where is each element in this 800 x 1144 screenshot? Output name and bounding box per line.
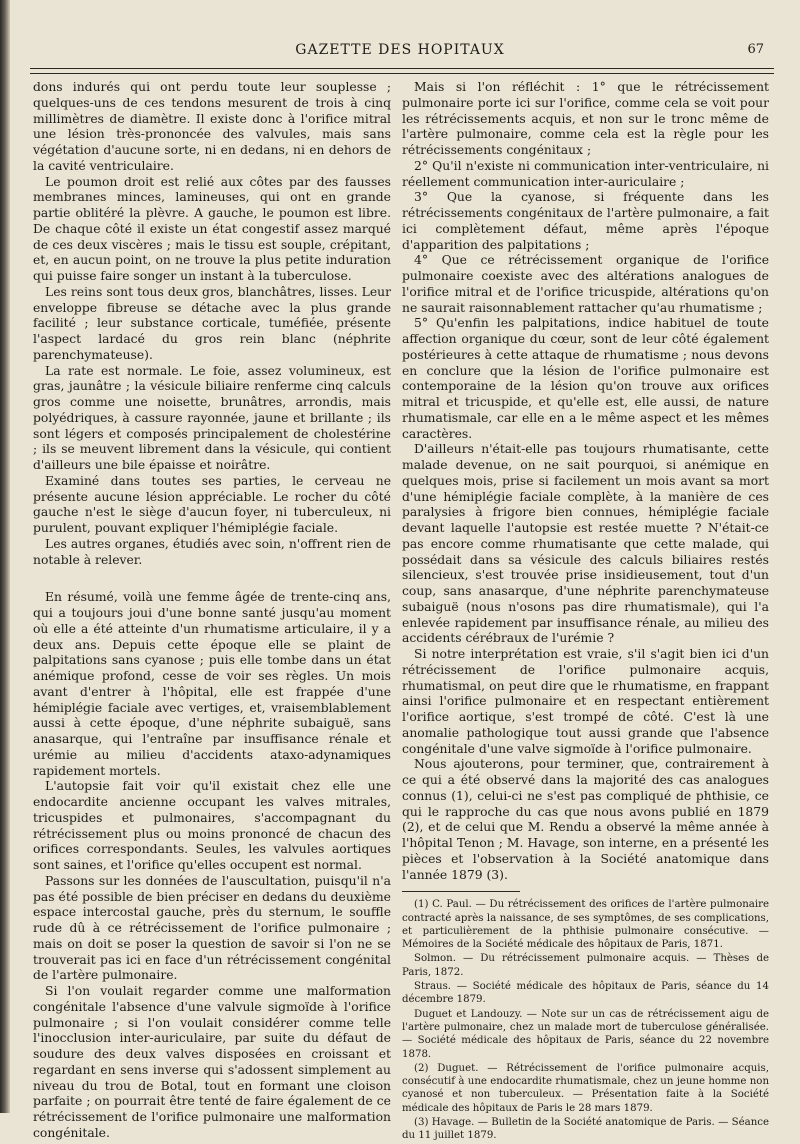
footnote: (3) Havage. — Bulletin de la Société anatomique de Paris. — Séance du 11 juillet 1879. [402, 1117, 769, 1142]
paragraph: La rate est normale. Le foie, assez volumineux, est gras, jaunâtre ; la vésicule biliaire renferme cinq calculs gros comme une noisette, brunâtres, arrondis, mais polyédriques, à cassure rayonnée, jaune et brillante ; ils sont légers et composés principalement de cholestérine ; ils se meuvent librement dans la vésicule, qui contient d'ailleurs une bile épaisse et noirâtre. [33, 363, 391, 472]
paragraph: Les autres organes, étudiés avec soin, n'offrent rien de notable à relever. [33, 536, 391, 567]
paragraph: 3° Que la cyanose, si fréquente dans les rétrécissements congénitaux de l'artère pulmonaire, a fait ici complètement défaut, même après l'époque d'apparition des palpitations ; [402, 190, 769, 252]
paragraph: 2° Qu'il n'existe ni communication inter-ventriculaire, ni réellement communication inter-auriculaire ; [402, 158, 769, 189]
paragraph: Le poumon droit est relié aux côtes par des fausses membranes minces, lamineuses, qui ont en grande partie oblitéré la plèvre. A gauche, le poumon est libre. De chaque côté il existe un état congestif assez marqué de ces deux viscères ; mais le tissu est souple, crépitant, et, en aucun point, on ne trouve la plus petite induration qui puisse faire songer un instant à la tuberculose. [33, 174, 391, 283]
paragraph: 5° Qu'enfin les palpitations, indice habituel de toute affection organique du cœur, sont de leur côté également postérieures à cette attaque de rhumatisme ; nous devons en conclure que la lésion de l'orifice pulmonaire est contemporaine de la lésion qu'on trouve aux orifices mitral et tricuspide, et qu'elle est, elle aussi, de nature rhumatismale, car elle en a le même aspect et les mêmes caractères. [402, 316, 769, 441]
paragraph: En résumé, voilà une femme âgée de trente-cinq ans, qui a toujours joui d'une bonne santé jusqu'au moment où elle a été atteinte d'un rhumatisme articulaire, il y a deux ans. Depuis cette époque elle se plaint de palpitations sans cyanose ; puis elle tombe dans un état anémique profond, cesse de voir ses règles. Un mois avant d'entrer à l'hôpital, elle est frappée d'une hémiplégie faciale avec vertiges, et, vraisemblablement aussi à cette époque, d'une néphrite subaiguë, sans anasarque, qui l'entraîne par insuffisance rénale et urémie au milieu d'accidents ataxo-adynamiques rapidement mortels. [33, 590, 391, 778]
paragraph: Si notre interprétation est vraie, s'il s'agit bien ici d'un rétrécissement de l'orifice pulmonaire acquis, rhumatismal, on peut dire que le rhumatisme, en frappant ainsi l'orifice pulmonaire et en respectant entièrement l'orifice aortique, s'est trompé de côté. C'est là une anomalie pathologique tout aussi grande que l'absence congénitale d'une valve sigmoïde à l'orifice pulmonaire. [402, 647, 769, 756]
footnotes [402, 898, 769, 1142]
paragraph: D'ailleurs n'était-elle pas toujours rhumatisante, cette malade devenue, on ne sait pourquoi, si anémique en quelques mois, prise si facilement un mois avant sa mort d'une hémiplégie faciale complète, à la manière de ces paralysies à frigore bien connues, hémiplégie faciale devant laquelle l'autopsie est restée muette ? N'était-ce pas encore comme rhumatisante que cette malade, qui possédait dans sa vésicule des calculs biliaires restés silencieux, s'est trouvée prise insidieusement, tout d'un coup, sans anasarque, d'une néphrite parenchymateuse subaiguë (nous n'osons pas dire rhumatismale), qui l'a enlevée rapidement par insuffisance rénale, au milieu des accidents cérébraux de l'urémie ? [402, 442, 769, 646]
paragraph: 4° Que ce rétrécissement organique de l'orifice pulmonaire coexiste avec des altérations analogues de l'orifice mitral et de l'orifice tricuspide, altérations qu'on ne saurait raisonnablement rattacher qu'au rhumatisme ; [402, 253, 769, 315]
section-gap [33, 568, 391, 590]
paragraph: Les reins sont tous deux gros, blanchâtres, lisses. Leur enveloppe fibreuse se détache avec la plus grande facilité ; leur substance corticale, tuméfiée, présente l'aspect lardacé du gros rein blanc (néphrite parenchymateuse). [33, 284, 391, 362]
footnote: (2) Duguet. — Rétrécissement de l'orifice pulmonaire acquis, consécutif à une endocardite rhumatismale, chez un jeune homme non cyanosé et non tuberculeux. — Présentation faite à la Société médicale des hôpitaux de Paris le 28 mars 1879. [402, 1062, 769, 1114]
paragraph: L'autopsie fait voir qu'il existait chez elle une endocardite ancienne occupant les valves mitrales, tricuspides et pulmonaires, s'accompagnant du rétrécissement plus ou moins prononcé de chacun des orifices correspondants. Seules, les valvules aortiques sont saines, et l'orifice qu'elles occupent est normal. [33, 779, 391, 872]
journal-title: GAZETTE DES HOPITAUX [295, 42, 505, 58]
header-rule-top [30, 68, 774, 69]
paragraph: Si l'on voulait regarder comme une malformation congénitale l'absence d'une valvule sigmoïde à l'orifice pulmonaire ; si l'on voulait considérer comme telle l'inocclusion inter-auriculaire, par suite du défaut de soudure des deux valves disposées en croissant et regardant en sens inverse qui s'adossent simplement au niveau du trou de Botal, tout en formant une cloison parfaite ; on pourrait être tenté de faire également de ce rétrécissement de l'orifice pulmonaire une malformation congénitale. [33, 984, 391, 1140]
footnote-rule [402, 891, 520, 892]
paragraph: Mais si l'on réfléchit : 1° que le rétrécissement pulmonaire porte ici sur l'orifice, comme cela se voit pour les rétrécissements acquis, et non sur le tronc même de l'artère pulmonaire, comme cela est la règle pour les rétrécissements congénitaux ; [402, 80, 769, 157]
page-header [30, 42, 770, 66]
right-column [402, 80, 769, 1144]
footnote: Solmon. — Du rétrécissement pulmonaire acquis. — Thèses de Paris, 1872. [402, 953, 769, 978]
page-number: 67 [747, 42, 764, 57]
header-rule-bottom [30, 73, 774, 74]
binding-edge [0, 0, 10, 1113]
paragraph: dons indurés qui ont perdu toute leur souplesse ; quelques-uns de ces tendons mesurent de trois à cinq millimètres de diamètre. Il existe donc à l'orifice mitral une lésion très-prononcée des valvules, mais sans végétation d'aucune sorte, ni en dedans, ni en dehors de la cavité ventriculaire. [33, 80, 391, 173]
paragraph: Passons sur les données de l'auscultation, puisqu'il n'a pas été possible de bien préciser en dedans du deuxième espace intercostal gauche, près du sternum, le souffle rude dû à ce rétrécissement de l'orifice pulmonaire ; mais on doit se poser la question de savoir si l'on ne se trouverait pas ici en face d'un rétrécissement congénital de l'artère pulmonaire. [33, 873, 391, 983]
left-column [33, 80, 391, 1142]
footnote: (1) C. Paul. — Du rétrécissement des orifices de l'artère pulmonaire contracté après la naissance, de ses symptômes, de ses complications, et particulièrement de la phthisie pulmonaire consécutive. — Mémoires de la Société médicale des hôpitaux de Paris, 1871. [402, 899, 769, 951]
paragraph: Examiné dans toutes ses parties, le cerveau ne présente aucune lésion appréciable. Le rocher du côté gauche n'est le siège d'aucun foyer, ni tuberculeux, ni purulent, pouvant expliquer l'hémiplégie faciale. [33, 473, 391, 535]
paragraph: Nous ajouterons, pour terminer, que, contrairement à ce qui a été observé dans la majorité des cas analogues connus (1), celui-ci ne s'est pas compliqué de phthisie, ce qui le rapproche du cas que nous avons publié en 1879 (2), et de celui que M. Rendu a observé la même année à l'hôpital Tenon ; M. Havage, son interne, en a présenté les pièces et l'observation à la Société anatomique dans l'année 1879 (3). [402, 757, 769, 882]
footnote: Straus. — Société médicale des hôpitaux de Paris, séance du 14 décembre 1879. [402, 981, 769, 1006]
footnote: Duguet et Landouzy. — Note sur un cas de rétrécissement aigu de l'artère pulmonaire, chez un malade mort de tuberculose généralisée. — Société médicale des hôpitaux de Paris, séance du 22 novembre 1878. [402, 1008, 769, 1060]
